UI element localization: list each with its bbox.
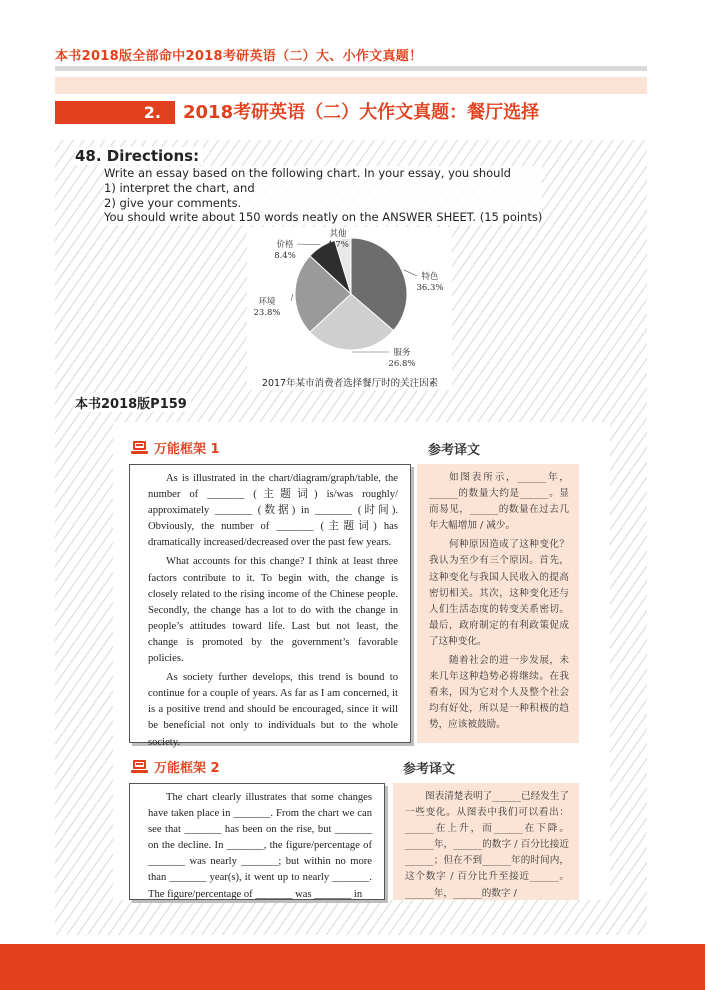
pie-category-label: 服务 — [393, 348, 411, 358]
pie-leader-line — [297, 244, 320, 245]
section-number: 2. — [55, 101, 175, 124]
pie-category-label: 其他 — [329, 229, 347, 239]
frame1-chinese-paragraph: 何种原因造成了这种变化？我认为至少有三个原因。首先，这种变化与我国人民收入的提高密切相关。其次，这种变化还与人们生活态度的转变关系密切。最后，政府制定的有利政策促成了这种变化。 — [429, 539, 569, 647]
top-divider — [55, 66, 647, 71]
pie-value-label: 36.3% — [416, 283, 444, 293]
pie-category-label: 价格 — [276, 240, 294, 250]
book-reference: 本书2018版P159 — [75, 393, 191, 412]
section-title: 2018考研英语（二）大作文真题：餐厅选择 — [183, 102, 540, 123]
laptop-icon — [131, 441, 148, 454]
frame1-english-paragraph: As society further develops, this trend is bound to continue for a couple of years. As far as I am concerned, it is a positive trend and should be encouraged, since it will be beneficial not only to individuals but to the whole society. — [148, 672, 398, 748]
content-panel — [113, 422, 610, 900]
pie-chart-container — [247, 227, 452, 390]
frame1-chinese-paragraph: 随着社会的进一步发展，未来几年这种趋势必将继续。在我看来，因为它对个人及整个社会均有好处，所以是一种积极的趋势，应该被鼓励。 — [429, 655, 569, 731]
top-divider-light — [55, 77, 647, 94]
pie-category-label: 环境 — [258, 297, 276, 307]
frame2-chinese-box — [393, 783, 579, 900]
frame2-heading — [131, 757, 220, 776]
frame2-title: 万能框架 2 — [154, 761, 220, 776]
frame2-chinese-paragraph: 图表清楚表明了______已经发生了一些变化。从图表中我们可以看出：______在上升，而______在下降。______年，______的数字 / 百分比接近______；但在不到______年的时间内，这个数字 / 百分比升至接近______。______年，______的数字 / — [405, 791, 569, 899]
directions-line: You should write about 150 words neatly on the ANSWER SHEET. (15 points) — [104, 210, 543, 225]
pie-value-label: 8.4% — [274, 251, 296, 261]
pie-value-label: 23.8% — [253, 308, 281, 318]
laptop-icon — [131, 760, 148, 773]
frame1-english-paragraph: What accounts for this change? I think at least three factors contribute to it. To begin with, the change is closely related to the rising income of the Chinese people. Secondly, the change has a lot to do with the change in people’s attitudes toward life. Last but not least, the change is promoted by the government’s favorable policies. — [148, 556, 398, 665]
section-title-bar — [55, 101, 647, 124]
chart-caption: 2017年某市消费者选择餐厅时的关注因素 — [261, 378, 439, 389]
top-banner: 本书2018版全部命中2018考研英语（二）大、小作文真题！ — [55, 49, 423, 64]
bottom-bar — [0, 944, 705, 990]
pie-chart — [247, 227, 452, 377]
directions-text — [104, 166, 542, 225]
directions-line: 1) interpret the chart, and — [104, 181, 542, 196]
pie-leader-line — [291, 294, 293, 301]
directions-line: Write an essay based on the following chart. In your essay, you should — [104, 166, 542, 181]
directions-heading: 48. Directions: — [75, 147, 203, 165]
pie-leader-line — [404, 270, 417, 276]
frame2-ref-heading: 参考译文 — [403, 762, 456, 777]
frame1-english-paragraph: As is illustrated in the chart/diagram/graph/table, the number of _______ (主题词) is/was roughly/ approximately _______ (数据) in _______ (时间). Obviously, the number of _______ (主题词) has dramatically increased/decreased over the past few years. — [148, 473, 398, 549]
frame1-title: 万能框架 1 — [154, 442, 220, 457]
frame2-english-box — [129, 783, 385, 900]
frame1-ref-heading: 参考译文 — [428, 443, 481, 458]
frame1-english-box — [129, 464, 411, 748]
pie-value-label: 26.8% — [388, 359, 416, 369]
frame1-chinese-paragraph: 如图表所示，______年，______的数量大约是______。显而易见，______的数量在过去几年大幅增加 / 减少。 — [429, 472, 569, 532]
pie-value-label: 4.7% — [327, 240, 349, 250]
frame1-heading — [131, 438, 220, 457]
pie-category-label: 特色 — [421, 272, 439, 282]
directions-line: 2) give your comments. — [104, 196, 542, 211]
frame2-english-paragraph: The chart clearly illustrates that some changes have taken place in _______. From the chart we can see that _______ has been on the rise, but _______ on the decline. In _______, the figure/percentage of _______ was nearly _______; but within no more than _______ year(s), it went up to nearly _______. The figure/percentage of _______ was _______ in — [148, 792, 372, 900]
frame1-chinese-box — [417, 464, 579, 743]
